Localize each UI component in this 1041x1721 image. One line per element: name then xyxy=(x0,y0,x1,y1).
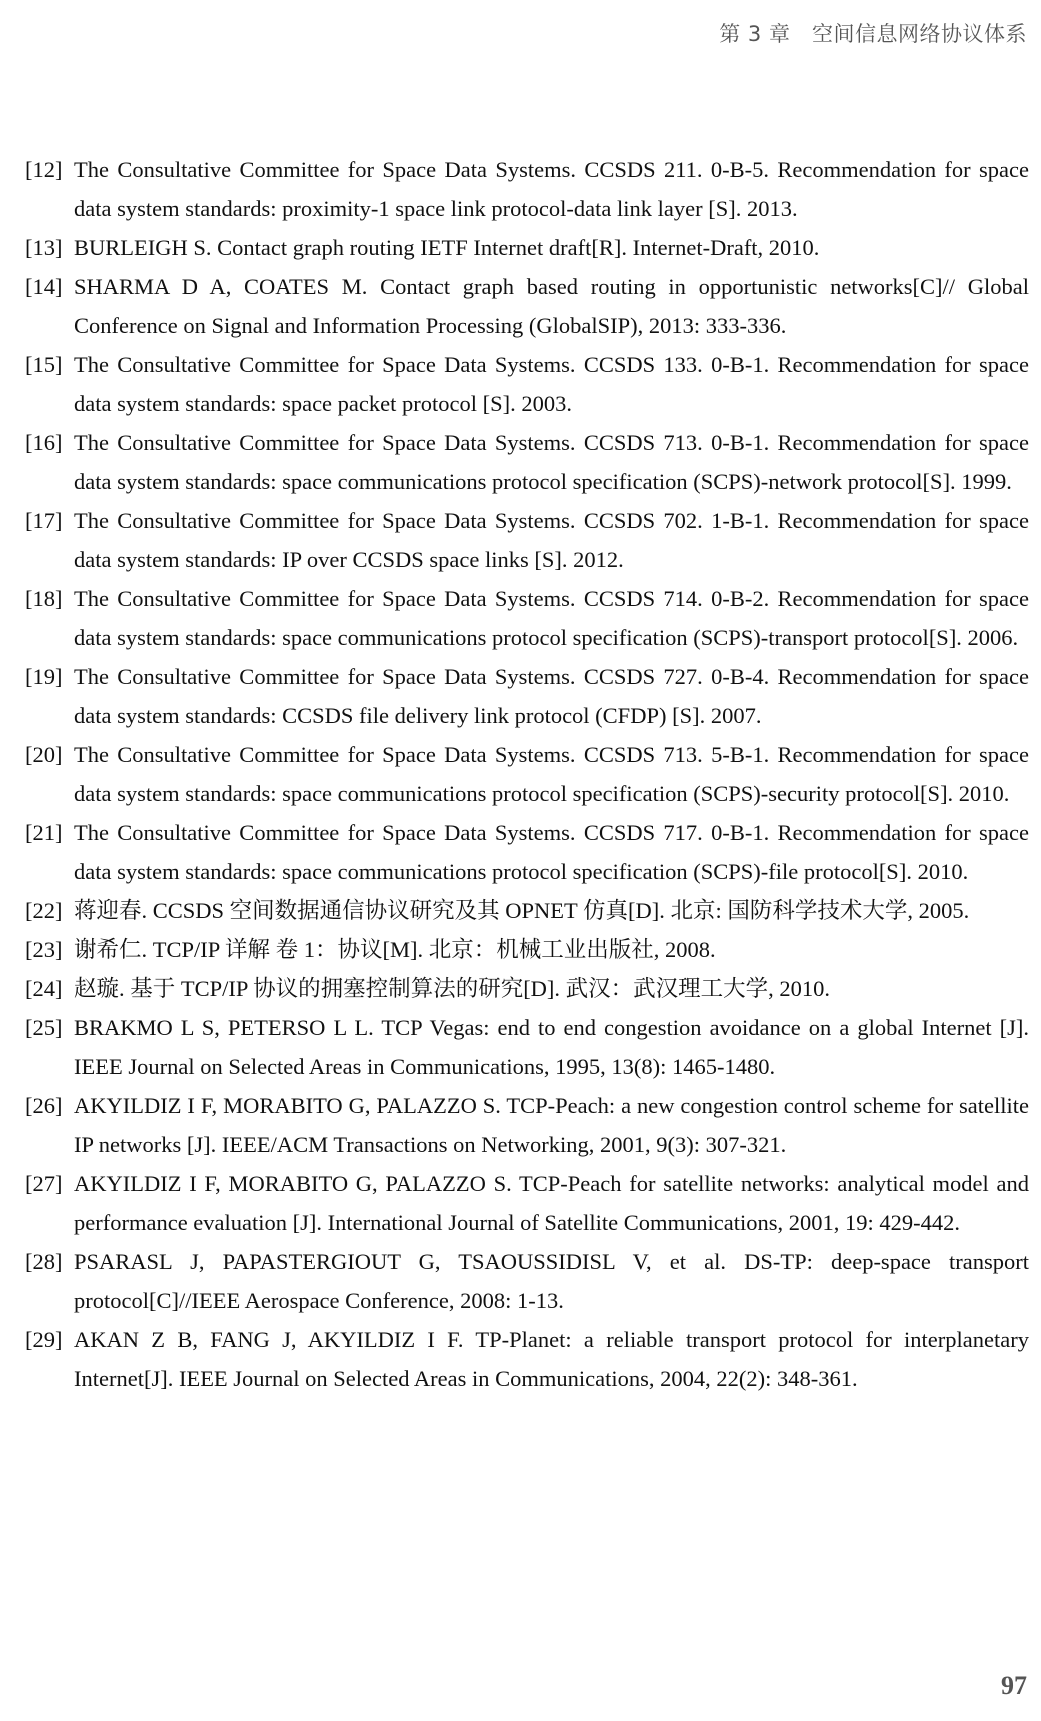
reference-number: [14] xyxy=(25,274,63,299)
chapter-title: 空间信息网络协议体系 xyxy=(812,22,1027,46)
reference-item xyxy=(25,1320,1029,1398)
reference-list xyxy=(25,150,1029,1398)
reference-text: The Consultative Committee for Space Data Systems. CCSDS 714. 0-B-2. Recommendation for space data system standards: space communications protocol specification (SCPS)-transport protocol[S]. 2006. xyxy=(74,586,1029,650)
reference-text: BURLEIGH S. Contact graph routing IETF Internet draft[R]. Internet-Draft, 2010. xyxy=(74,235,820,260)
reference-number: [26] xyxy=(25,1093,63,1118)
reference-item xyxy=(25,930,1029,969)
reference-text: The Consultative Committee for Space Data Systems. CCSDS 713. 5-B-1. Recommendation for space data system standards: space communications protocol specification (SCPS)-security protocol[S]. 2010. xyxy=(74,742,1029,806)
page-number: 97 xyxy=(1001,1671,1027,1700)
reference-text: The Consultative Committee for Space Data Systems. CCSDS 717. 0-B-1. Recommendation for space data system standards: space communications protocol specification (SCPS)-file protocol[S]. 2010. xyxy=(74,820,1029,884)
reference-number: [25] xyxy=(25,1015,63,1040)
reference-number: [21] xyxy=(25,820,63,845)
reference-item xyxy=(25,1086,1029,1164)
reference-number: [27] xyxy=(25,1171,63,1196)
reference-item xyxy=(25,579,1029,657)
reference-number: [20] xyxy=(25,742,63,767)
reference-text: The Consultative Committee for Space Data Systems. CCSDS 702. 1-B-1. Recommendation for space data system standards: IP over CCSDS space links [S]. 2012. xyxy=(74,508,1029,572)
reference-number: [22] xyxy=(25,898,63,923)
reference-item xyxy=(25,345,1029,423)
reference-item xyxy=(25,969,1029,1008)
reference-number: [12] xyxy=(25,157,63,182)
reference-item xyxy=(25,228,1029,267)
reference-text: The Consultative Committee for Space Data Systems. CCSDS 713. 0-B-1. Recommendation for space data system standards: space communications protocol specification (SCPS)-network protocol[S]. 1999. xyxy=(74,430,1029,494)
reference-number: [16] xyxy=(25,430,63,455)
reference-text: AKYILDIZ I F, MORABITO G, PALAZZO S. TCP-Peach: a new congestion control scheme for satellite IP networks [J]. IEEE/ACM Transactions on Networking, 2001, 9(3): 307-321. xyxy=(74,1093,1029,1157)
reference-item xyxy=(25,267,1029,345)
running-header xyxy=(719,18,1027,48)
reference-text: AKAN Z B, FANG J, AKYILDIZ I F. TP-Planet: a reliable transport protocol for interplanetary Internet[J]. IEEE Journal on Selected Areas in Communications, 2004, 22(2): 348-361. xyxy=(74,1327,1029,1391)
reference-number: [28] xyxy=(25,1249,63,1274)
reference-number: [29] xyxy=(25,1327,63,1352)
reference-item xyxy=(25,150,1029,228)
reference-text: SHARMA D A, COATES M. Contact graph based routing in opportunistic networks[C]// Global Conference on Signal and Information Processing (GlobalSIP), 2013: 333-336. xyxy=(74,274,1029,338)
reference-text: The Consultative Committee for Space Data Systems. CCSDS 133. 0-B-1. Recommendation for space data system standards: space packet protocol [S]. 2003. xyxy=(74,352,1029,416)
reference-number: [15] xyxy=(25,352,63,377)
reference-item xyxy=(25,1164,1029,1242)
reference-number: [23] xyxy=(25,937,63,962)
reference-item xyxy=(25,1242,1029,1320)
reference-item xyxy=(25,501,1029,579)
reference-text: 赵璇. 基于 TCP/IP 协议的拥塞控制算法的研究[D]. 武汉：武汉理工大学, 2010. xyxy=(74,976,831,1001)
reference-item xyxy=(25,735,1029,813)
reference-text: 蒋迎春. CCSDS 空间数据通信协议研究及其 OPNET 仿真[D]. 北京: 国防科学技术大学, 2005. xyxy=(74,898,970,923)
reference-number: [17] xyxy=(25,508,63,533)
reference-text: The Consultative Committee for Space Data Systems. CCSDS 727. 0-B-4. Recommendation for space data system standards: CCSDS file delivery link protocol (CFDP) [S]. 2007. xyxy=(74,664,1029,728)
reference-text: PSARASL J, PAPASTERGIOUT G, TSAOUSSIDISL V, et al. DS-TP: deep-space transport protocol[C]//IEEE Aerospace Conference, 2008: 1-13. xyxy=(74,1249,1029,1313)
reference-item xyxy=(25,1008,1029,1086)
reference-text: 谢希仁. TCP/IP 详解 卷 1：协议[M]. 北京：机械工业出版社, 2008. xyxy=(74,937,716,962)
reference-item xyxy=(25,891,1029,930)
chapter-label: 第 3 章 xyxy=(719,22,791,46)
reference-number: [19] xyxy=(25,664,63,689)
reference-text: AKYILDIZ I F, MORABITO G, PALAZZO S. TCP-Peach for satellite networks: analytical model and performance evaluation [J]. International Journal of Satellite Communications, 2001, 19: 429-442. xyxy=(74,1171,1029,1235)
reference-text: The Consultative Committee for Space Data Systems. CCSDS 211. 0-B-5. Recommendation for space data system standards: proximity-1 space link protocol-data link layer [S]. 2013. xyxy=(74,157,1029,221)
reference-item xyxy=(25,813,1029,891)
reference-number: [18] xyxy=(25,586,63,611)
reference-text: BRAKMO L S, PETERSO L L. TCP Vegas: end to end congestion avoidance on a global Internet [J]. IEEE Journal on Selected Areas in Communications, 1995, 13(8): 1465-1480. xyxy=(74,1015,1029,1079)
reference-item xyxy=(25,657,1029,735)
reference-number: [24] xyxy=(25,976,63,1001)
reference-item xyxy=(25,423,1029,501)
reference-number: [13] xyxy=(25,235,63,260)
